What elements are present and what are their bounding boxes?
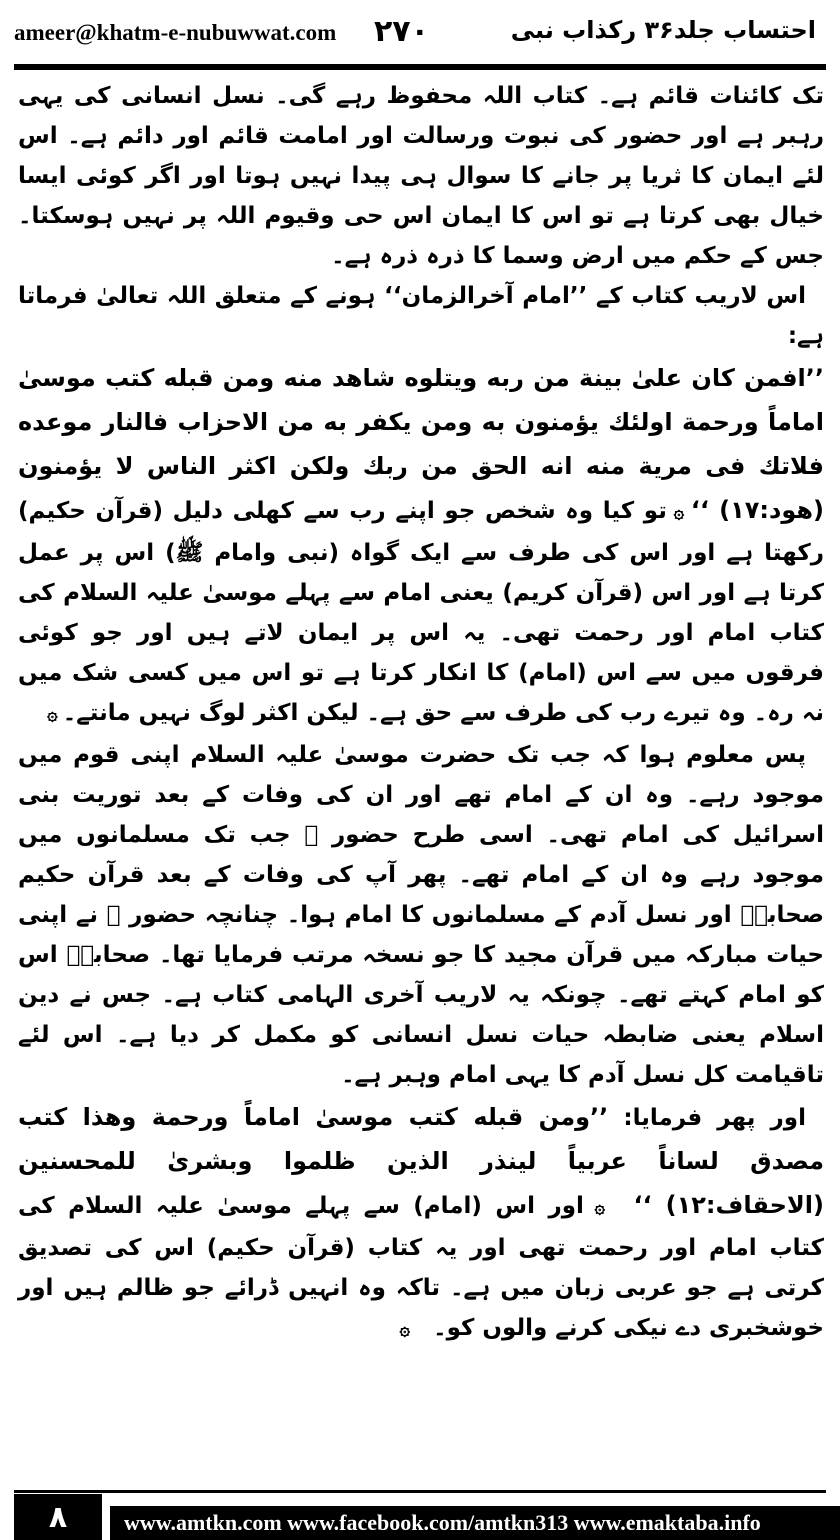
header-email: ameer@khatm-e-nubuwwat.com — [14, 20, 337, 45]
header-title: احتساب جلد۳۶ رکذاب نبی — [510, 16, 816, 44]
quran-quote-hud: ’’افمن كان علىٰ بينة من ربه ويتلوه شاهد منه ومن قبله كتب موسىٰ اماماً ورحمة اولئك يؤمنون به ومن يكفر به من الاحزاب فالنار موعده فلاتك فى مرية منه انه الحق من ربك ولكن اكثر الناس لا يؤمنون (هود:١٧) ‘‘ — [18, 364, 824, 524]
ornament-close-2: ۞ — [399, 1319, 411, 1340]
ornament-close-1: ۞ — [47, 704, 58, 725]
header-page-number: ۲۷۰ — [374, 14, 429, 49]
footer-page-number: ۸ — [14, 1494, 102, 1540]
quran-quote-ahqaf: ’’ومن قبله كتب موسىٰ اماماً ورحمة وهذا كتب مصدق لساناً عربياً لينذر الذين ظلموا وبشرىٰ للمحسنين (الاحقاف:١٢) ‘‘ — [18, 1103, 824, 1219]
translation-ahqaf: اور اس (امام) سے پہلے موسیٰ علیہ السلام کی کتاب امام اور رحمت تھی اور یہ کتاب (قرآن حکیم) اس کی تصدیق کرتی ہے جو عربی زبان میں ہے۔ تاکہ وہ انہیں ڈرائے جو ظالم ہیں اور خوشخبری دے نیکی کرنے والوں کو۔ — [18, 1193, 824, 1341]
ornament-open-2: ۞ — [594, 1197, 605, 1218]
paragraph-1: تک کائنات قائم ہے۔ کتاب اللہ محفوظ رہے گی۔ نسل انسانی کی یہی رہبر ہے اور حضور کی نبوت ورسالت اور امامت قائم اور دائم ہے۔ اس لئے ایمان کا ثریا پر جانے کا سوال ہی پیدا نہیں ہوتا اور اگر کوئی ایسا خیال بھی کرتا ہے تو اس کا ایمان اس حی وقیوم اللہ پر نہیں ہوسکتا۔ جس کے حکم میں ارض وسما کا ذرہ ذرہ ہے۔ — [18, 83, 824, 269]
page-header — [14, 0, 826, 66]
footer-links: www.amtkn.com www.facebook.com/amtkn313 www.emaktaba.info — [110, 1506, 840, 1540]
paragraph-5 — [18, 1095, 824, 1350]
paragraph-5-lead: اور پھر فرمایا: — [608, 1105, 806, 1131]
paragraph-2: اس لاریب کتاب کے ’’امام آخرالزمان‘‘ ہونے کے متعلق اللہ تعالیٰ فرماتا ہے: — [18, 283, 824, 349]
header-rule — [14, 64, 826, 70]
page-body — [18, 76, 824, 1476]
translation-hud: تو کیا وہ شخص جو اپنے رب سے کھلی دلیل (قرآن حکیم) رکھتا ہے اور اس کی طرف سے ایک گواہ (نبی وامام ﷺ) اس پر عمل کرتا ہے اور اس (قرآن کریم) یعنی امام سے پہلے موسیٰ علیہ السلام کی کتاب امام اور رحمت تھی۔ یہ اس پر ایمان لاتے ہیں اور جو کوئی فرقوں میں سے اس (امام) کا انکار کرتا ہے تو اس میں کسی شک میں نہ رہ۔ وہ تیرے رب کی طرف سے حق ہے۔ لیکن اکثر لوگ نہیں مانتے۔ — [18, 498, 824, 726]
ornament-open-1: ۞ — [673, 502, 685, 523]
page-footer — [0, 1484, 840, 1540]
paragraph-4: پس معلوم ہوا کہ جب تک حضرت موسیٰ علیہ السلام اپنی قوم میں موجود رہے۔ وہ ان کے امام تھے اور ان کی وفات کے بعد توریت بنی اسرائیل کی امام تھی۔ اسی طرح حضور ﷺ جب تک مسلمانوں میں موجود رہے وہ ان کے امام تھے۔ پھر آپ کی وفات کے بعد قرآن حکیم صحابہؓ اور نسل آدم کے مسلمانوں کا امام ہوا۔ چنانچہ حضور ﷺ نے اپنی حیات مبارکہ میں قرآن مجید کا جو نسخہ مرتب فرمایا تھا۔ صحابہؓ اس کو امام کہتے تھے۔ چونکہ یہ لاریب آخری الہامی کتاب ہے۔ جس نے دین اسلام یعنی ضابطہ حیات نسل انسانی کو مکمل کر دیا ہے۔ اس لئے تاقیامت کل نسل آدم کا یہی امام وہبر ہے۔ — [18, 742, 824, 1088]
paragraph-3 — [18, 356, 824, 735]
footer-rule — [14, 1490, 826, 1493]
